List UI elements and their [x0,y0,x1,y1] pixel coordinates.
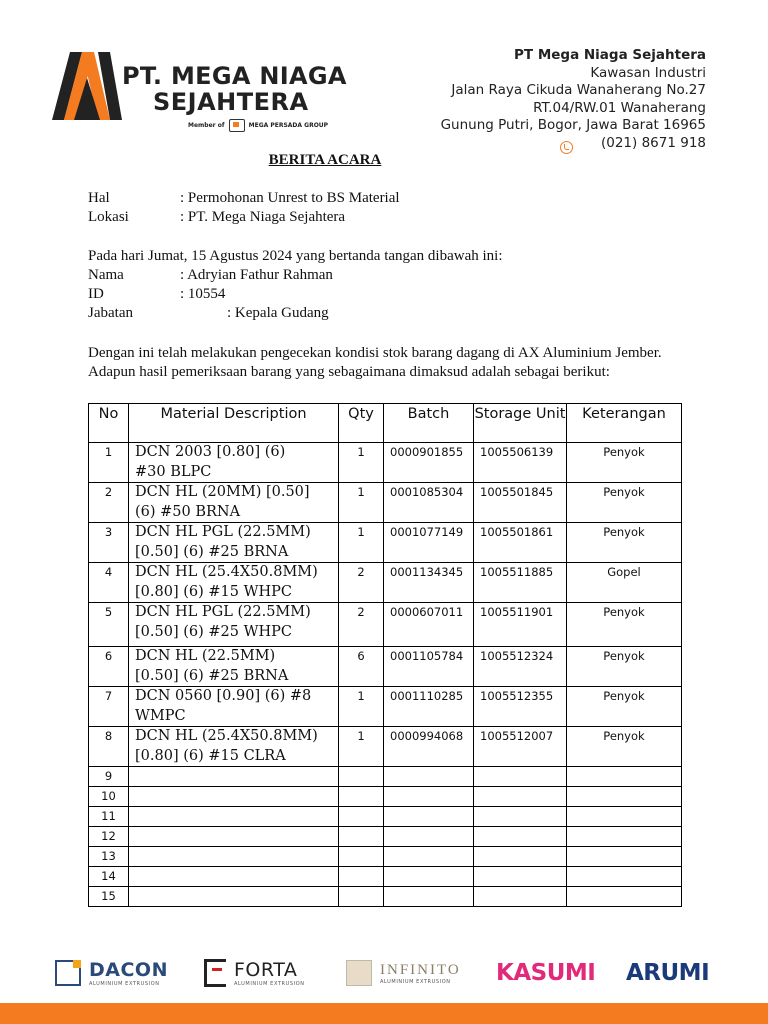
cell-description [129,867,339,887]
table-row-empty [89,847,682,867]
dacon-logo-icon [55,960,81,986]
table-row-empty [89,807,682,827]
header-keterangan: Keterangan [567,404,682,443]
cell-storage-unit [474,807,567,827]
description-line: DCN HL PGL (22.5MM) [135,604,311,620]
nama-value: : Adryian Fathur Rahman [180,267,333,283]
cell-qty [339,787,384,807]
hal-label: Hal [88,190,110,206]
statement-line-2: Adapun hasil pemeriksaan barang yang sebagaimana dimaksud adalah sebagai berikut: [88,364,610,380]
company-name: PT Mega Niaga Sejahtera [514,47,706,63]
description-line: [0.50] (6) #25 WHPC [135,623,292,640]
infinito-sub: ALUMINIUM EXTRUSION [380,979,451,985]
header-storage-unit: Storage Unit [474,404,567,443]
description-line: [0.80] (6) #15 WHPC [135,583,292,600]
cell-description [129,847,339,867]
table-row [89,523,682,563]
lokasi-label: Lokasi [88,209,129,225]
table-row [89,687,682,727]
cell-storage-unit [474,847,567,867]
cell-description [129,727,339,767]
cell-description [129,787,339,807]
description-line: DCN HL (22.5MM) [135,648,276,664]
cell-keterangan [567,867,682,887]
cell-no: 6 [89,647,129,687]
cell-description [129,647,339,687]
cell-storage-unit: 1005511885 [474,563,567,603]
cell-storage-unit [474,827,567,847]
description-line: (6) #50 BRNA [135,503,241,520]
cell-description [129,443,339,483]
cell-no: 15 [89,887,129,907]
cell-qty: 2 [339,603,384,647]
table-header-row [89,404,682,443]
cell-no: 7 [89,687,129,727]
cell-description [129,483,339,523]
cell-storage-unit: 1005512355 [474,687,567,727]
id-label: ID [88,286,104,302]
cell-qty [339,807,384,827]
cell-qty [339,827,384,847]
material-table [88,403,682,907]
cell-keterangan: Penyok [567,483,682,523]
cell-batch [384,807,474,827]
kasumi-name: KASUMI [496,960,596,986]
cell-batch [384,827,474,847]
cell-batch [384,787,474,807]
table-row-empty [89,827,682,847]
brand-arumi [626,953,709,993]
nama-label: Nama [88,267,124,283]
header-material-description: Material Description [129,404,339,443]
footer-brands [0,953,768,993]
dacon-sub: ALUMINIUM EXTRUSION [89,981,160,987]
id-value: : 10554 [180,286,226,302]
cell-keterangan: Gopel [567,563,682,603]
address-line: Kawasan Industri [590,64,706,81]
cell-keterangan: Penyok [567,603,682,647]
cell-batch [384,847,474,867]
cell-description [129,523,339,563]
member-of-label [188,119,328,132]
dacon-name: DACON [89,959,168,981]
cell-no: 11 [89,807,129,827]
cell-batch [384,887,474,907]
address-line: Jalan Raya Cikuda Wanaherang No.27 [451,82,706,98]
cell-keterangan [567,827,682,847]
header-batch: Batch [384,404,474,443]
forta-sub: ALUMINIUM EXTRUSION [234,981,305,987]
cell-description [129,807,339,827]
cell-qty [339,867,384,887]
table-row [89,563,682,603]
brand-kasumi [496,953,595,993]
description-line: WMPC [135,707,186,724]
address-line: RT.04/RW.01 Wanaherang [533,99,706,116]
cell-batch [384,867,474,887]
cell-storage-unit [474,787,567,807]
cell-no: 8 [89,727,129,767]
statement-line-1: Dengan ini telah melakukan pengecekan kondisi stok barang dagang di AX Aluminium Jember. [88,345,662,361]
cell-qty: 6 [339,647,384,687]
logo-text-line2: SEJAHTERA [153,88,309,116]
cell-keterangan [567,847,682,867]
cell-batch [384,767,474,787]
phone-number: (021) 8671 918 [600,135,706,152]
cell-storage-unit: 1005501845 [474,483,567,523]
mega-persada-icon [229,119,245,132]
description-line: [0.50] (6) #25 BRNA [135,543,289,560]
cell-qty: 1 [339,523,384,563]
member-group-text: MEGA PERSADA GROUP [248,122,329,129]
cell-keterangan [567,807,682,827]
table-row [89,443,682,483]
jabatan-value: : Kepala Gudang [227,305,329,321]
cell-batch: 0000607011 [384,603,474,647]
description-line: DCN HL PGL (22.5MM) [135,524,311,540]
infinito-name: INFINITO [380,962,461,978]
jabatan-label: Jabatan [88,305,133,321]
header-no: No [89,404,129,443]
cell-description [129,687,339,727]
cell-batch: 0001134345 [384,563,474,603]
description-line: [0.80] (6) #15 CLRA [135,747,286,764]
header-qty: Qty [339,404,384,443]
cell-storage-unit [474,887,567,907]
cell-keterangan: Penyok [567,443,682,483]
cell-storage-unit: 1005512007 [474,727,567,767]
brand-dacon [55,953,168,993]
cell-batch: 0001085304 [384,483,474,523]
cell-storage-unit: 1005511901 [474,603,567,647]
cell-keterangan: Penyok [567,647,682,687]
phone-row [441,135,706,154]
cell-no: 5 [89,603,129,647]
intro-text: Pada hari Jumat, 15 Agustus 2024 yang bertanda tangan dibawah ini: [88,248,503,264]
table-row [89,483,682,523]
cell-storage-unit: 1005501861 [474,523,567,563]
cell-batch: 0000994068 [384,727,474,767]
table-row [89,647,682,687]
description-line: DCN HL (25.4X50.8MM) [135,564,318,580]
cell-description [129,563,339,603]
description-line: #30 BLPC [135,463,212,480]
lokasi-value: : PT. Mega Niaga Sejahtera [180,209,346,225]
cell-qty: 1 [339,483,384,523]
description-line: DCN 2003 [0.80] (6) [135,444,286,460]
cell-batch: 0000901855 [384,443,474,483]
cell-batch: 0001077149 [384,523,474,563]
table-row-empty [89,787,682,807]
table-row [89,727,682,767]
cell-description [129,887,339,907]
forta-logo-icon [204,959,226,987]
forta-name: FORTA [234,959,298,981]
cell-no: 12 [89,827,129,847]
infinito-logo-icon [346,960,372,986]
cell-qty: 1 [339,727,384,767]
cell-keterangan: Penyok [567,523,682,563]
table-row-empty [89,867,682,887]
cell-no: 9 [89,767,129,787]
cell-keterangan [567,787,682,807]
table-row-empty [89,887,682,907]
cell-no: 1 [89,443,129,483]
cell-description [129,767,339,787]
brand-forta [204,953,305,993]
cell-no: 2 [89,483,129,523]
cell-storage-unit [474,767,567,787]
cell-qty: 1 [339,443,384,483]
logo-text-line1: PT. MEGA NIAGA [122,62,347,90]
hal-value: : Permohonan Unrest to BS Material [180,190,400,206]
cell-qty: 2 [339,563,384,603]
company-logo [52,50,372,136]
cell-keterangan [567,767,682,787]
cell-no: 14 [89,867,129,887]
cell-storage-unit: 1005512324 [474,647,567,687]
description-line: DCN HL (20MM) [0.50] [135,484,310,500]
cell-qty [339,767,384,787]
company-address [441,47,706,154]
footer-accent-bar [0,1003,768,1024]
cell-description [129,827,339,847]
cell-batch: 0001110285 [384,687,474,727]
cell-storage-unit: 1005506139 [474,443,567,483]
cell-no: 3 [89,523,129,563]
cell-description [129,603,339,647]
arumi-name: ARUMI [626,960,710,986]
cell-qty: 1 [339,687,384,727]
address-line: Gunung Putri, Bogor, Jawa Barat 16965 [440,117,706,133]
cell-keterangan [567,887,682,907]
cell-no: 10 [89,787,129,807]
description-line: DCN 0560 [0.90] (6) #8 [135,688,312,704]
member-of-text: Member of [188,122,225,129]
brand-infinito [346,953,461,993]
cell-keterangan: Penyok [567,727,682,767]
cell-keterangan: Penyok [567,687,682,727]
cell-batch: 0001105784 [384,647,474,687]
cell-qty [339,847,384,867]
description-line: [0.50] (6) #25 BRNA [135,667,289,684]
cell-no: 13 [89,847,129,867]
document-title: BERITA ACARA [268,152,382,168]
mega-niaga-logo-icon [52,50,122,122]
cell-qty [339,887,384,907]
cell-storage-unit [474,867,567,887]
table-row-empty [89,767,682,787]
cell-no: 4 [89,563,129,603]
description-line: DCN HL (25.4X50.8MM) [135,728,318,744]
table-row [89,603,682,647]
